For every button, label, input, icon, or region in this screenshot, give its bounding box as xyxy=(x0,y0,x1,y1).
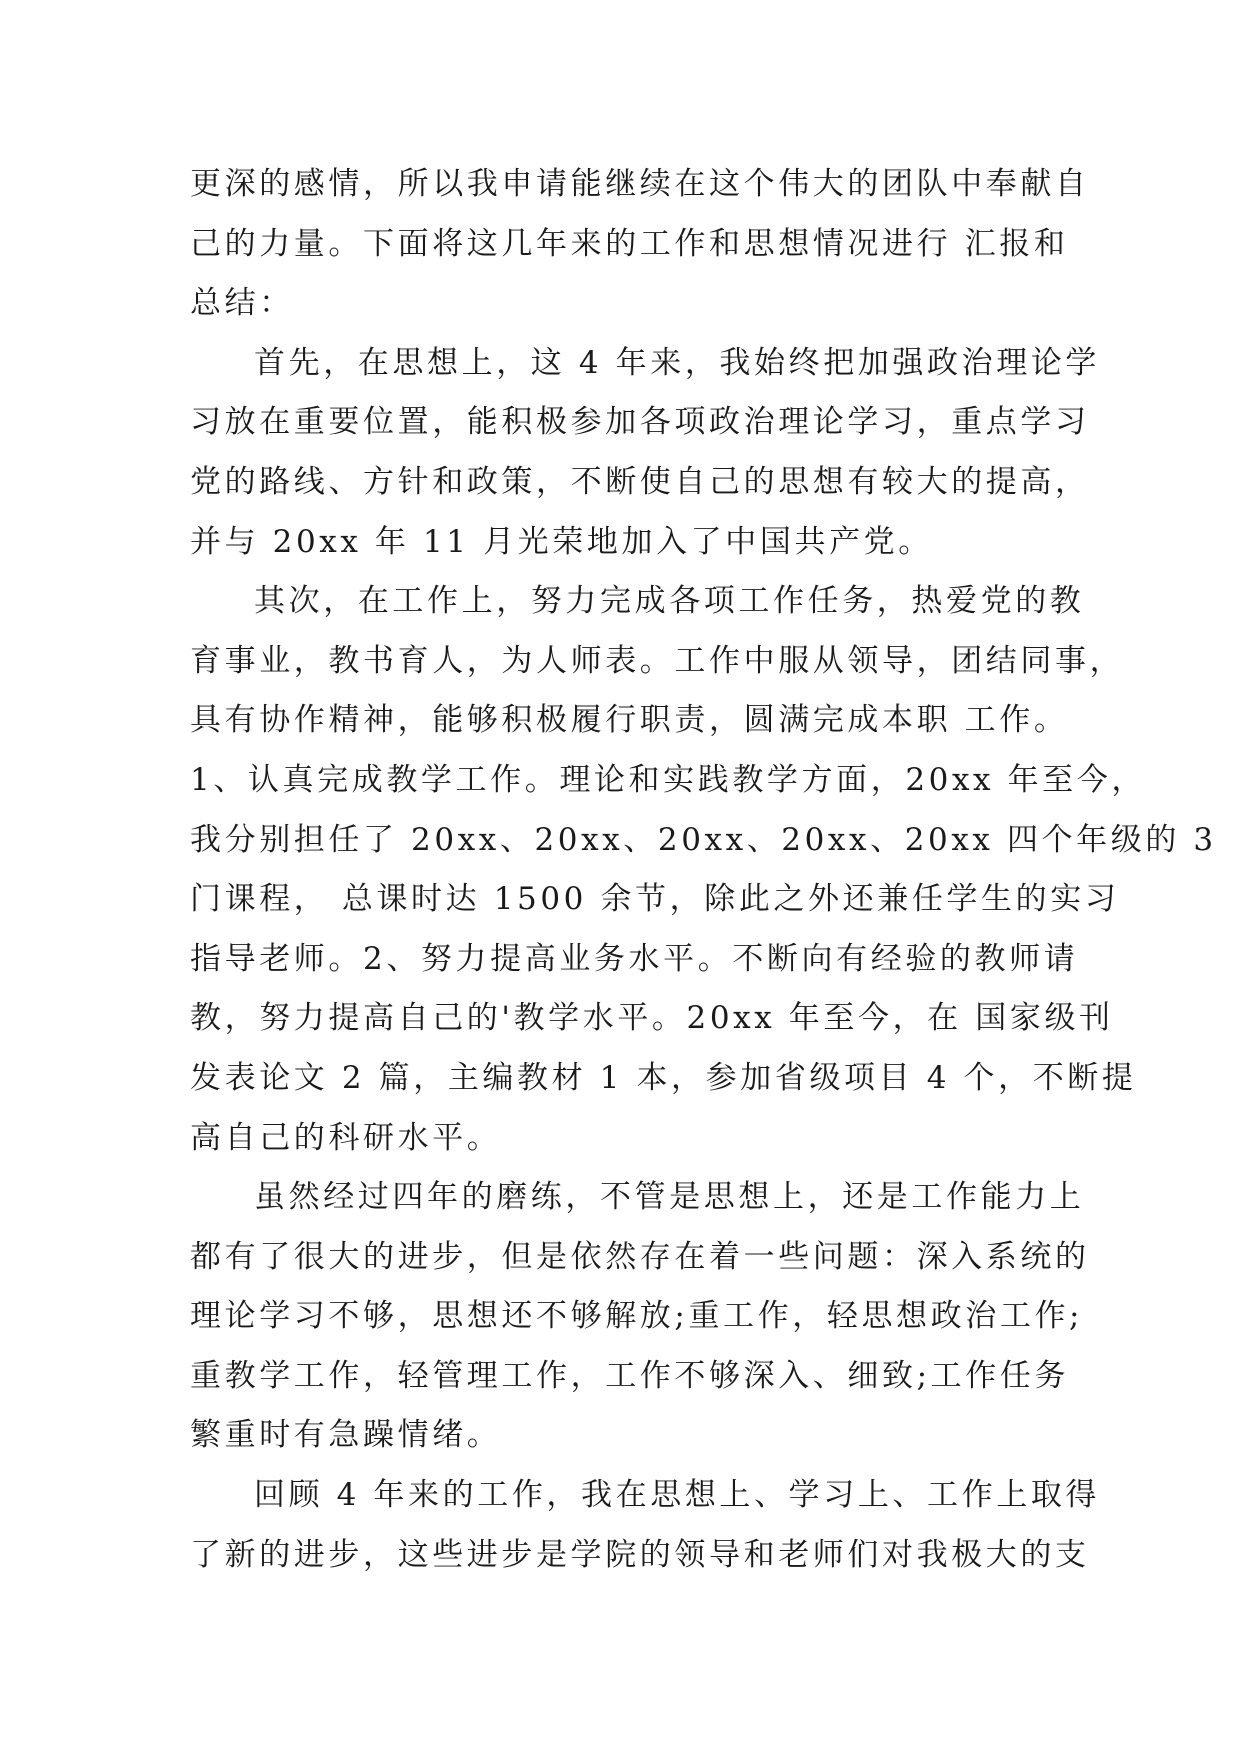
text-line: 党的路线、方针和政策，不断使自己的思想有较大的提高， xyxy=(190,463,1090,500)
text-line: 指导老师。2、努力提高业务水平。不断向有经验的教师请 xyxy=(190,940,1079,977)
text-line: 都有了很大的进步，但是依然存在着一些问题：深入系统的 xyxy=(190,1238,1090,1275)
text-line: 门课程， 总课时达 1500 余节，除此之外还兼任学生的实习 xyxy=(190,881,1120,918)
text-line: 高自己的科研水平。 xyxy=(190,1119,502,1156)
text-line: 了新的进步，这些进步是学院的领导和老师们对我极大的支 xyxy=(190,1536,1090,1573)
text-line: 并与 20xx 年 11 月光荣地加入了中国共产党。 xyxy=(190,523,933,560)
paragraph-first-line: 回顾 4 年来的工作，我在思想上、学习上、工作上取得 xyxy=(254,1477,1101,1514)
paragraph-first-line: 虽然经过四年的磨练，不管是思想上，还是工作能力上 xyxy=(254,1179,1085,1216)
text-line: 习放在重要位置，能积极参加各项政治理论学习，重点学习 xyxy=(190,404,1090,441)
text-line: 理论学习不够，思想还不够解放;重工作，轻思想政治工作; xyxy=(190,1298,1084,1335)
text-line: 1、认真完成教学工作。理论和实践教学方面，20xx 年至今， xyxy=(190,761,1146,798)
text-line: 育事业，教书育人，为人师表。工作中服从领导，团结同事， xyxy=(190,642,1125,679)
text-line: 繁重时有急躁情绪。 xyxy=(190,1417,502,1454)
text-line: 重教学工作，轻管理工作，工作不够深入、细致;工作任务 xyxy=(190,1357,1070,1394)
paragraph-first-line: 首先，在思想上，这 4 年来，我始终把加强政治理论学 xyxy=(254,344,1101,381)
text-line: 教，努力提高自己的'教学水平。20xx 年至今，在 国家级刊 xyxy=(190,1000,1114,1037)
paragraph-first-line: 其次，在工作上，努力完成各项工作任务，热爱党的教 xyxy=(254,583,1085,620)
text-line: 我分别担任了 20xx、20xx、20xx、20xx、20xx 四个年级的 3 xyxy=(190,821,1217,858)
text-line: 发表论文 2 篇，主编教材 1 本，参加省级项目 4 个，不断提 xyxy=(190,1059,1137,1096)
text-line: 更深的感情，所以我申请能继续在这个伟大的团队中奉献自 xyxy=(190,166,1090,202)
body-text xyxy=(190,155,1217,1585)
text-line: 己的力量。下面将这几年来的工作和思想情况进行 汇报和 xyxy=(190,225,1069,262)
text-line: 总结： xyxy=(190,285,294,322)
text-line: 具有协作精神，能够积极履行职责，圆满完成本职 工作。 xyxy=(190,702,1069,739)
